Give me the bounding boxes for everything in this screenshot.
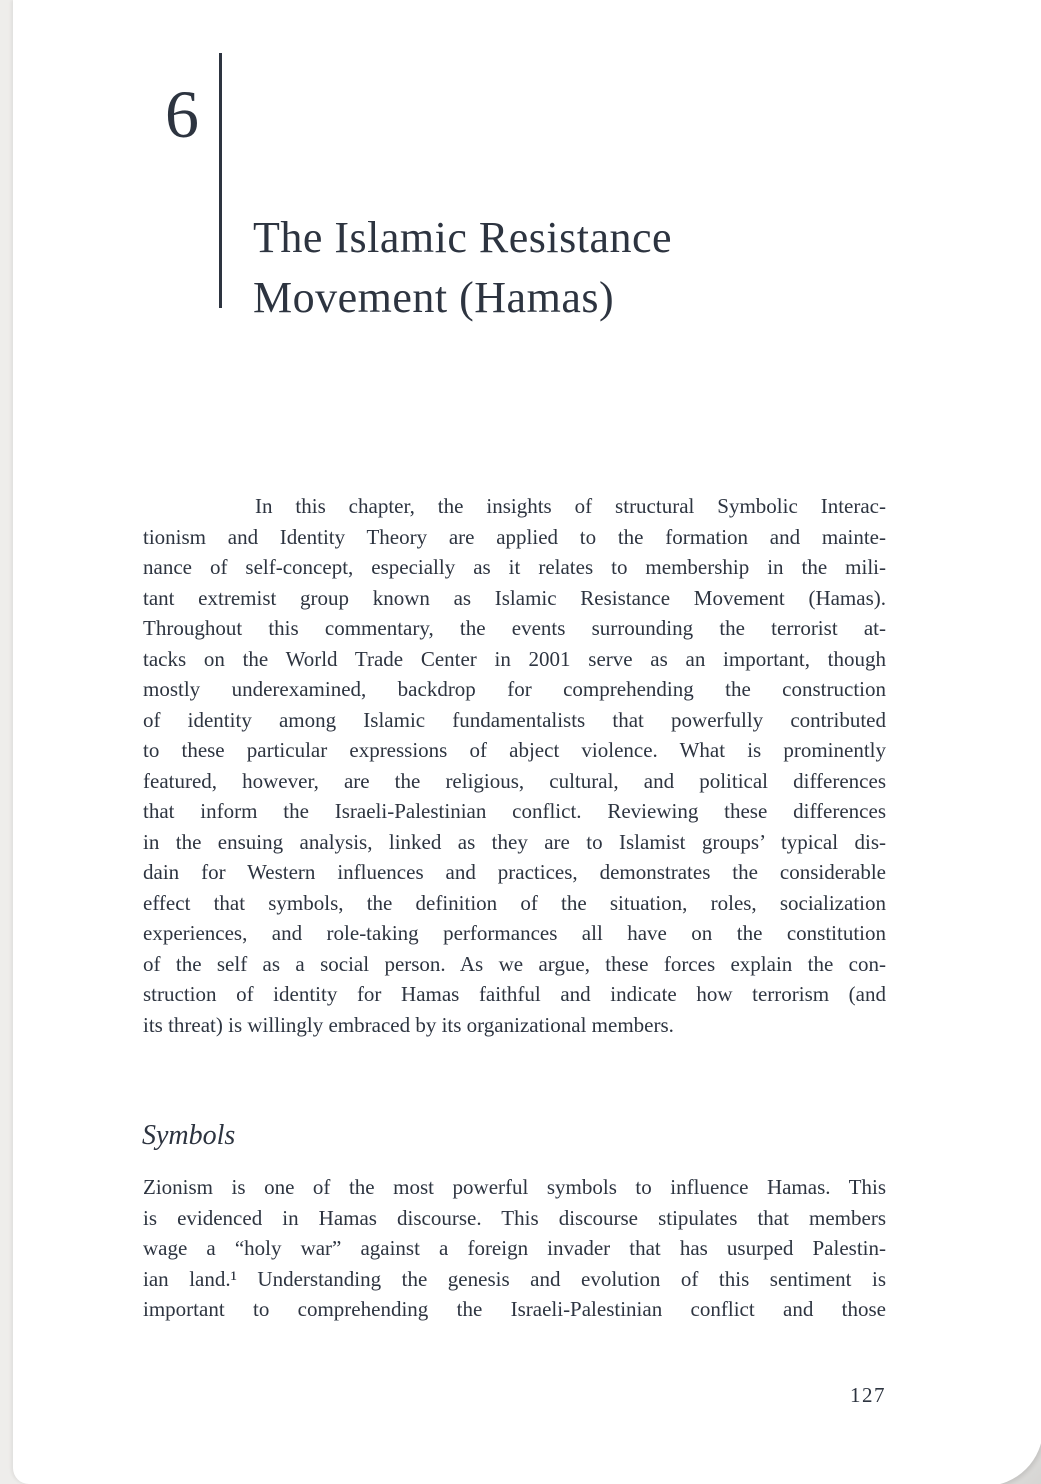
body-text-line: Zionism is one of the most powerful symbols to influence Hamas. This (143, 1175, 886, 1199)
body-text-line: tionism and Identity Theory are applied to the formation and mainte- (143, 524, 886, 549)
body-text-line: experiences, and role-taking performances all have on the constitution (143, 921, 886, 945)
body-text-line: tacks on the World Trade Center in 2001 serve as an important, though (143, 646, 886, 671)
body-text-line: In this chapter, the insights of structural Symbolic Interac- (255, 494, 886, 518)
body-text-line: that inform the Israeli-Palestinian conflict. Reviewing these differences (143, 799, 886, 823)
chapter-opening-paragraph (143, 491, 886, 1040)
chapter-divider-rule (219, 53, 222, 308)
body-text-line: wage a “holy war” against a foreign invader that has usurped Palestin- (143, 1236, 886, 1260)
body-text-line: to these particular expressions of abject violence. What is prominently (143, 738, 886, 762)
body-text-line: effect that symbols, the definition of the situation, roles, socialization (143, 890, 886, 915)
body-text-line: mostly underexamined, backdrop for comprehending the construction (143, 677, 886, 701)
body-text-line: in the ensuing analysis, linked as they are to Islamist groups’ typical dis- (143, 829, 886, 854)
chapter-title-line-1: The Islamic Resistance (253, 213, 673, 262)
chapter-number: 6 (165, 76, 199, 152)
page-number: 127 (850, 1383, 886, 1407)
body-text-line: tant extremist group known as Islamic Resistance Movement (Hamas). (143, 585, 886, 610)
body-text-line: nance of self-concept, especially as it relates to membership in the mili- (143, 555, 886, 579)
section-heading-symbols: Symbols (142, 1120, 236, 1151)
body-text-line: its threat) is willingly embraced by its organizational members. (143, 1012, 674, 1037)
body-text-line: of the self as a social person. As we argue, these forces explain the con- (143, 951, 886, 976)
body-text-line: of identity among Islamic fundamentalists that powerfully contributed (143, 707, 886, 732)
body-text-line: dain for Western influences and practices, demonstrates the considerable (143, 860, 886, 884)
chapter-title-line-2: Movement (Hamas) (253, 273, 615, 322)
body-text-line: is evidenced in Hamas discourse. This discourse stipulates that members (143, 1205, 886, 1230)
page-corner-curl (985, 1428, 1041, 1484)
body-text-line: important to comprehending the Israeli-Palestinian conflict and those (143, 1297, 886, 1321)
body-text-line: struction of identity for Hamas faithful and indicate how terrorism (and (143, 982, 886, 1006)
chapter-title (253, 208, 672, 328)
body-text-line: ian land.¹ Understanding the genesis and evolution of this sentiment is (143, 1266, 886, 1291)
body-text-line: Throughout this commentary, the events surrounding the terrorist at- (143, 616, 886, 640)
body-text-line: featured, however, are the religious, cultural, and political differences (143, 768, 886, 793)
symbols-paragraph (143, 1172, 886, 1325)
